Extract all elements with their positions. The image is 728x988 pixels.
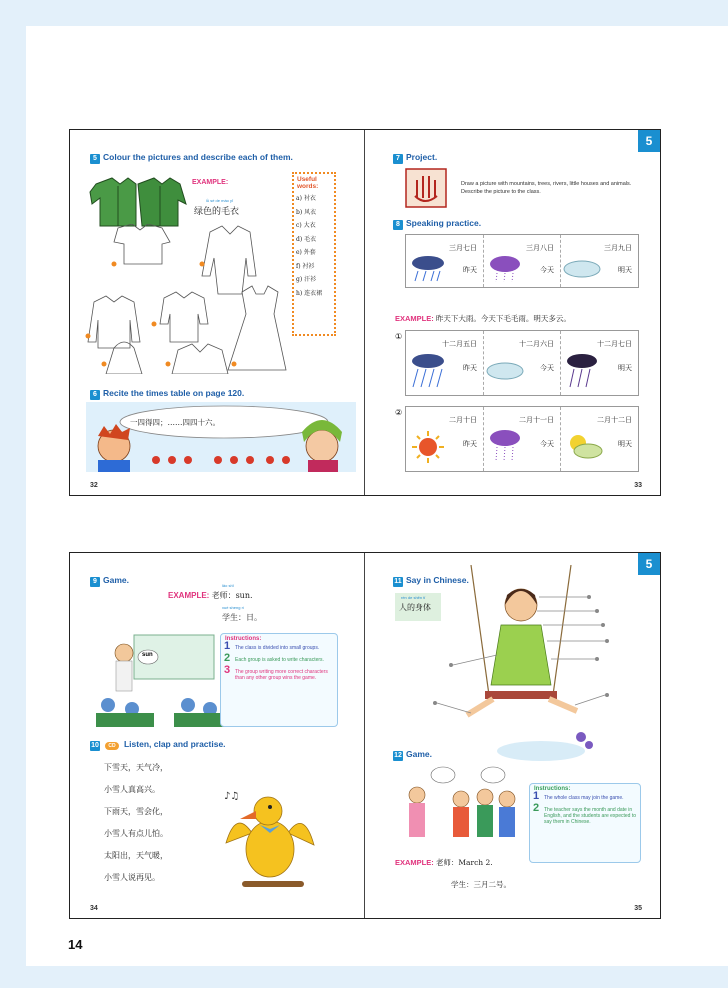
section-number: 8 bbox=[393, 220, 403, 230]
instruction-item bbox=[221, 640, 337, 652]
useful-word-item: d) 毛衣 bbox=[296, 235, 317, 243]
storm-icon bbox=[564, 353, 600, 391]
weather-cell bbox=[406, 331, 484, 395]
example-sentence: 昨天下大雨。今天下毛毛雨。明天多云。 bbox=[435, 314, 571, 323]
page-35 bbox=[365, 553, 660, 918]
section-number: 9 bbox=[90, 577, 100, 587]
weather-day: 昨天 bbox=[463, 440, 477, 448]
instruction-text: The group writing more correct characters than any other group wins the game. bbox=[235, 669, 328, 681]
instruction-text: The teacher says the month and date in English, and the students are expected to say them in Chinese. bbox=[544, 807, 637, 825]
section-title: Recite the times table on page 120. bbox=[103, 388, 245, 398]
weather-day: 今天 bbox=[540, 440, 554, 448]
section-number: 7 bbox=[393, 154, 403, 164]
weather-cell bbox=[406, 407, 484, 471]
weather-day: 昨天 bbox=[463, 266, 477, 274]
section-7-heading bbox=[393, 152, 437, 164]
recite-scene-illustration bbox=[86, 402, 356, 472]
example-label: EXAMPLE: bbox=[395, 858, 434, 867]
poem-line: 太阳出，天气暖， bbox=[104, 851, 168, 860]
clothing-outline-drawings bbox=[84, 224, 290, 374]
instruction-text: Each group is asked to write characters. bbox=[235, 657, 324, 663]
example-student-line: 学生：三月二号。 bbox=[451, 880, 511, 889]
page-number: 34 bbox=[90, 905, 98, 912]
example-teacher-line: 老师：sun. bbox=[211, 591, 253, 600]
instructions-list bbox=[221, 640, 337, 682]
page-33 bbox=[365, 130, 660, 495]
chapter-tab: 5 bbox=[638, 553, 660, 575]
useful-word-item: c) 大衣 bbox=[296, 222, 316, 229]
svg-text:♪♫: ♪♫ bbox=[224, 791, 240, 802]
instruction-item bbox=[221, 652, 337, 664]
speech-bubble-text: 一四得四；……四四十六。 bbox=[130, 418, 220, 427]
document-page-number: 14 bbox=[68, 937, 83, 952]
body-label-chinese: 人的身体 bbox=[399, 603, 431, 612]
useful-word-item: e) 外套 bbox=[296, 249, 316, 256]
instruction-item bbox=[221, 664, 337, 682]
example-chinese: 绿色的毛衣 bbox=[194, 207, 240, 217]
example-pinyin: xué sheng rì bbox=[222, 605, 245, 610]
section-title: Game. bbox=[406, 749, 432, 759]
row-marker: ② bbox=[395, 408, 403, 417]
instruction-number: 1 bbox=[533, 790, 540, 802]
cloudy-icon bbox=[485, 359, 525, 381]
page-34 bbox=[70, 553, 364, 918]
instruction-item bbox=[530, 790, 640, 802]
poem-line: 下雨天，雪会化， bbox=[104, 807, 168, 816]
row-marker: ① bbox=[395, 332, 403, 341]
weather-date: 二月十一日 bbox=[519, 416, 554, 424]
poem bbox=[104, 757, 168, 889]
speaking-example bbox=[395, 313, 571, 324]
green-jackets-illustration bbox=[88, 174, 188, 230]
example-label: EXAMPLE: bbox=[395, 314, 434, 323]
page-number: 35 bbox=[634, 905, 642, 912]
useful-words-list bbox=[294, 192, 334, 300]
section-number: 10 bbox=[91, 742, 99, 749]
section-10-heading bbox=[90, 739, 226, 751]
weather-date: 十二月七日 bbox=[597, 340, 632, 348]
children-game-illustration bbox=[401, 765, 521, 845]
example-student-line: 学生：日。 bbox=[222, 613, 262, 622]
heavy-rain-icon bbox=[410, 255, 446, 283]
section-number: 5 bbox=[90, 154, 100, 164]
section-number: 11 bbox=[394, 578, 402, 585]
section-5-heading bbox=[90, 152, 293, 164]
useful-word-item: h) 连衣裙 bbox=[296, 289, 323, 297]
project-seal-icon bbox=[405, 168, 447, 208]
section-6-heading bbox=[90, 388, 244, 400]
cd-icon: CD bbox=[105, 742, 118, 750]
weather-cell bbox=[483, 235, 561, 287]
weather-date: 三月九日 bbox=[604, 244, 632, 252]
example-pinyin: lǎo shī bbox=[222, 583, 234, 588]
instruction-text: The class is divided into small groups. bbox=[235, 645, 320, 651]
weather-day: 今天 bbox=[540, 364, 554, 372]
weather-cell bbox=[483, 407, 561, 471]
page-32 bbox=[70, 130, 364, 495]
example-pinyin: lǜ sè de máo yī bbox=[206, 198, 234, 203]
drizzle-icon bbox=[487, 255, 523, 283]
sun-icon bbox=[410, 429, 446, 465]
spread-pages-32-33 bbox=[69, 129, 661, 496]
drizzle-icon bbox=[487, 429, 523, 465]
body-label-pinyin: rén de shēn tǐ bbox=[401, 595, 426, 600]
weather-day: 明天 bbox=[618, 266, 632, 274]
sun-card-label: sun bbox=[142, 652, 153, 658]
weather-day: 今天 bbox=[540, 266, 554, 274]
weather-day: 明天 bbox=[618, 364, 632, 372]
section-8-heading bbox=[393, 218, 481, 230]
section-number: 6 bbox=[90, 390, 100, 400]
weather-date: 三月七日 bbox=[449, 244, 477, 252]
page-number: 33 bbox=[634, 482, 642, 489]
weather-cell bbox=[560, 407, 638, 471]
instructions-box bbox=[529, 783, 641, 863]
instruction-number: 1 bbox=[224, 640, 231, 652]
section-title: Speaking practice. bbox=[406, 218, 482, 228]
weather-day: 明天 bbox=[618, 440, 632, 448]
poem-line: 小雪人说再见。 bbox=[104, 873, 160, 882]
instructions-title: Instructions: bbox=[225, 636, 262, 642]
section-title: Listen, clap and practise. bbox=[123, 739, 226, 749]
weather-row-1 bbox=[405, 330, 639, 396]
instruction-number: 2 bbox=[224, 652, 231, 664]
instruction-number: 3 bbox=[224, 664, 231, 676]
weather-row-2 bbox=[405, 406, 639, 472]
weather-date: 二月十二日 bbox=[597, 416, 632, 424]
chapter-tab: 5 bbox=[638, 130, 660, 152]
section-title: Game. bbox=[103, 575, 129, 585]
heavy-rain-icon bbox=[410, 353, 446, 391]
weather-cell bbox=[406, 235, 484, 287]
instruction-item bbox=[530, 802, 640, 826]
page-number: 32 bbox=[90, 482, 98, 489]
instructions-title: Instructions: bbox=[534, 786, 571, 792]
sun-and-cloud-icon bbox=[564, 431, 604, 461]
section-title: Say in Chinese. bbox=[406, 575, 469, 585]
weather-cell bbox=[560, 235, 638, 287]
bird-singing-illustration bbox=[222, 789, 318, 893]
weather-date: 三月八日 bbox=[526, 244, 554, 252]
useful-words-title: Useful words: bbox=[297, 176, 319, 190]
weather-date: 十二月六日 bbox=[519, 340, 554, 348]
game-example-line1 bbox=[168, 590, 253, 601]
section-number: 12 bbox=[394, 752, 402, 759]
instructions-box bbox=[220, 633, 338, 727]
useful-word-item: f) 衬衫 bbox=[296, 262, 315, 270]
spread-pages-34-35 bbox=[69, 552, 661, 919]
game-example-line1 bbox=[395, 857, 493, 868]
section-title: Project. bbox=[406, 152, 438, 162]
useful-words-box bbox=[292, 172, 336, 336]
cloudy-icon bbox=[562, 257, 602, 279]
weather-day: 昨天 bbox=[463, 364, 477, 372]
weather-cell bbox=[483, 331, 561, 395]
section-title: Colour the pictures and describe each of them. bbox=[103, 152, 293, 162]
weather-date: 二月十日 bbox=[449, 416, 477, 424]
instruction-text: The whole class may join the game. bbox=[544, 795, 624, 801]
example-label: EXAMPLE: bbox=[168, 591, 210, 600]
useful-word-item: a) 衬衣 bbox=[296, 195, 316, 202]
instructions-list bbox=[530, 790, 640, 826]
example-label: EXAMPLE: bbox=[192, 179, 229, 186]
weather-row-top bbox=[405, 234, 639, 288]
poem-line: 小雪人有点儿怕。 bbox=[104, 829, 168, 838]
poem-line: 下雪天，天气冷， bbox=[104, 763, 168, 772]
useful-word-item: g) 汗衫 bbox=[296, 276, 317, 283]
classroom-illustration bbox=[88, 631, 231, 727]
example-teacher-line: 老师：March 2. bbox=[435, 858, 493, 867]
section-9-heading bbox=[90, 575, 129, 587]
girl-on-swing-illustration bbox=[431, 565, 621, 765]
useful-word-item: b) 风衣 bbox=[296, 208, 317, 216]
project-instructions: Draw a picture with mountains, trees, rivers, little houses and animals. Describe the picture to the class. bbox=[461, 181, 632, 195]
weather-cell bbox=[560, 331, 638, 395]
section-12-heading bbox=[393, 749, 432, 761]
weather-date: 十二月五日 bbox=[442, 340, 477, 348]
instruction-number: 2 bbox=[533, 802, 540, 814]
poem-line: 小雪人真高兴。 bbox=[104, 785, 160, 794]
